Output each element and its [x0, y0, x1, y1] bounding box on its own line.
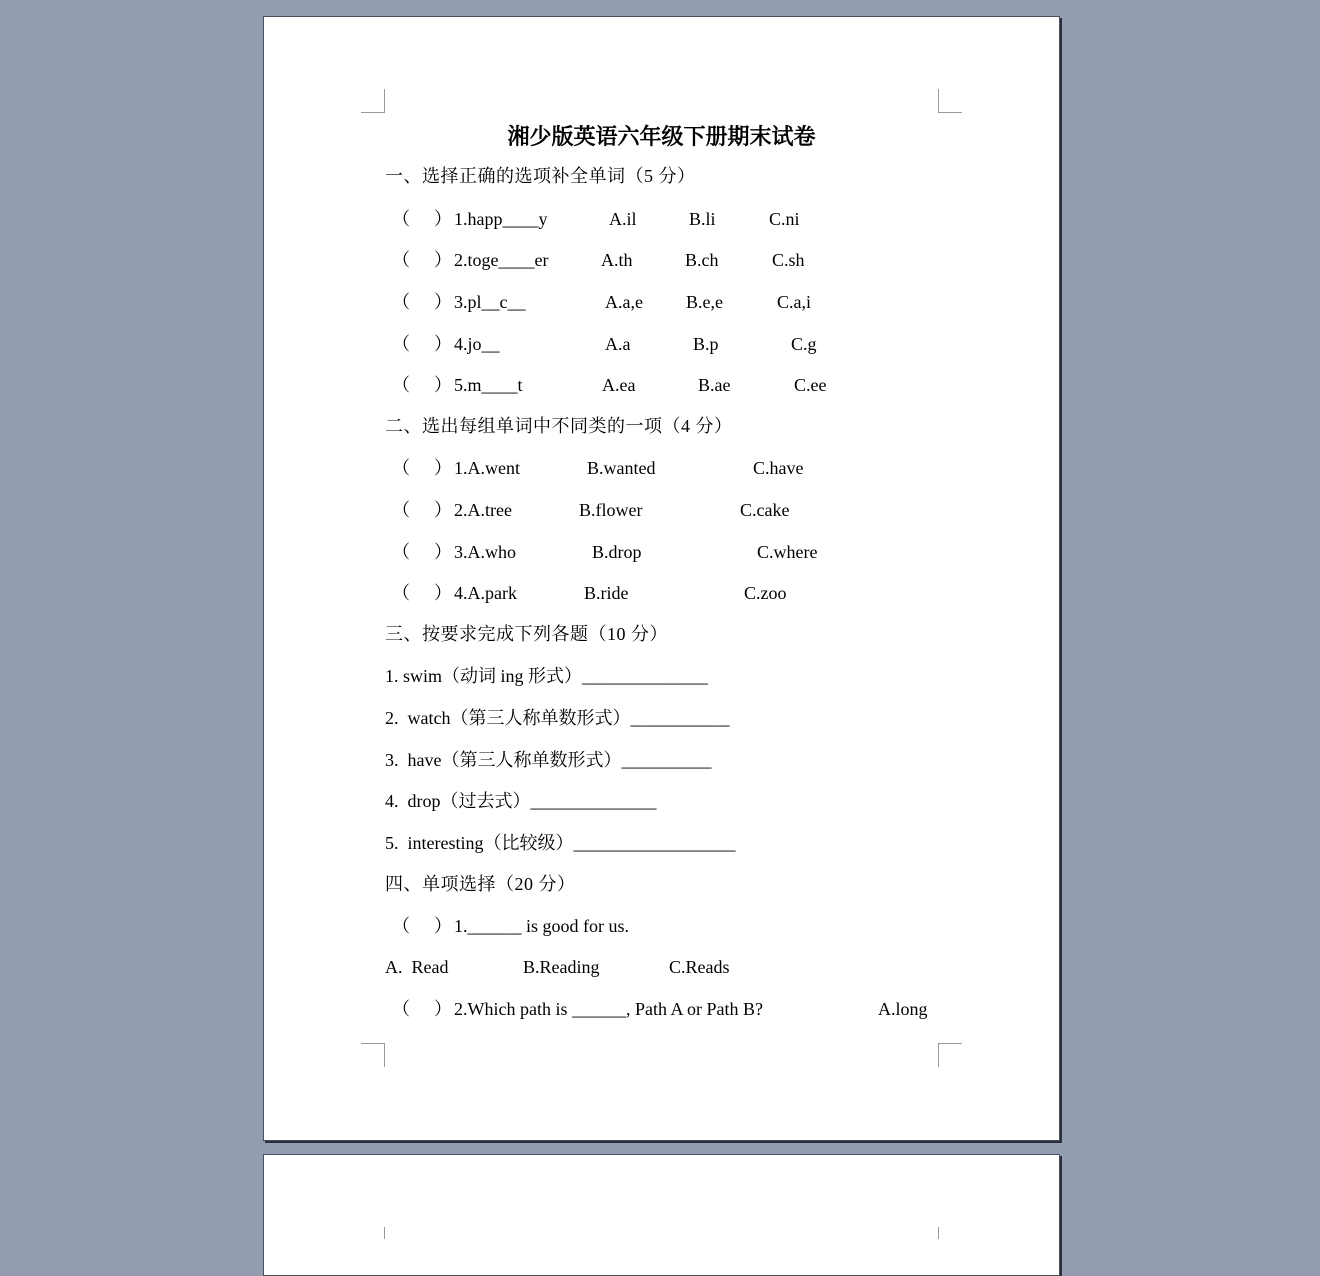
option-b: B.Reading — [523, 957, 600, 977]
question-text: 4.jo__ — [454, 334, 500, 354]
question-text: 3.pl__c__ — [454, 292, 526, 312]
question-text: 2.A.tree — [454, 500, 512, 520]
option-b: B.ride — [584, 583, 629, 603]
question-text: 2.Which path is ______, Path A or Path B? — [454, 999, 763, 1019]
section-heading: 二、选出每组单词中不同类的一项（4 分） — [385, 416, 733, 436]
option-c: C.g — [791, 334, 817, 354]
fill-in-item: 1. swim（动词 ing 形式）______________ — [385, 666, 709, 686]
option-a: A.a,e — [605, 292, 643, 312]
option-b: B.ch — [685, 250, 719, 270]
margin-corner-top-right — [938, 1227, 939, 1239]
fill-in-item: 2. watch（第三人称单数形式）___________ — [385, 708, 730, 728]
answer-bracket-close: ） — [434, 999, 452, 1019]
margin-corner-top-right — [938, 89, 962, 113]
option-a: A.ea — [602, 375, 636, 395]
answer-bracket-open: （ — [392, 250, 410, 270]
option-c: C.where — [757, 542, 818, 562]
answer-bracket-open: （ — [392, 375, 410, 395]
margin-corner-bottom-left — [361, 1043, 385, 1067]
answer-bracket-close: ） — [434, 500, 452, 520]
question-text: 2.toge____er — [454, 250, 549, 270]
option-a: A. Read — [385, 957, 449, 977]
option-c: C.have — [753, 458, 804, 478]
margin-corner-bottom-right — [938, 1043, 962, 1067]
option-b: B.li — [689, 209, 716, 229]
question-text: 1.______ is good for us. — [454, 916, 629, 936]
option-b: B.wanted — [587, 458, 656, 478]
answer-bracket-close: ） — [434, 458, 452, 478]
section-heading: 一、选择正确的选项补全单词（5 分） — [385, 166, 696, 186]
option-b: B.p — [693, 334, 719, 354]
option-c: C.cake — [740, 500, 790, 520]
fill-in-item: 3. have（第三人称单数形式）__________ — [385, 750, 712, 770]
question-text: 5.m____t — [454, 375, 523, 395]
margin-corner-top-left — [384, 1227, 385, 1239]
option-b: B.flower — [579, 500, 643, 520]
answer-bracket-close: ） — [434, 334, 452, 354]
option-c: C.ni — [769, 209, 800, 229]
option-c: C.a,i — [777, 292, 811, 312]
answer-bracket-close: ） — [434, 542, 452, 562]
option-c: C.zoo — [744, 583, 787, 603]
section-heading: 四、单项选择（20 分） — [385, 874, 576, 894]
fill-in-item: 5. interesting（比较级）__________________ — [385, 833, 736, 853]
question-text: 1.A.went — [454, 458, 520, 478]
question-text: 3.A.who — [454, 542, 516, 562]
option-b: B.drop — [592, 542, 642, 562]
answer-bracket-close: ） — [434, 209, 452, 229]
answer-bracket-close: ） — [434, 583, 452, 603]
answer-bracket-open: （ — [392, 292, 410, 312]
answer-bracket-close: ） — [434, 292, 452, 312]
answer-bracket-close: ） — [434, 375, 452, 395]
document-page-1 — [263, 16, 1060, 1141]
document-page-2 — [263, 1154, 1060, 1276]
answer-bracket-open: （ — [392, 583, 410, 603]
margin-corner-top-left — [361, 89, 385, 113]
option-b: B.e,e — [686, 292, 723, 312]
fill-in-item: 4. drop（过去式）______________ — [385, 791, 657, 811]
option-a: A.th — [601, 250, 633, 270]
option-b: B.ae — [698, 375, 731, 395]
document-title: 湘少版英语六年级下册期末试卷 — [507, 124, 816, 149]
option-a: A.long — [878, 999, 928, 1019]
answer-bracket-open: （ — [392, 334, 410, 354]
question-text: 4.A.park — [454, 583, 517, 603]
answer-bracket-open: （ — [392, 209, 410, 229]
option-c: C.sh — [772, 250, 805, 270]
answer-bracket-open: （ — [392, 500, 410, 520]
option-c: C.Reads — [669, 957, 730, 977]
answer-bracket-open: （ — [392, 458, 410, 478]
answer-bracket-close: ） — [434, 250, 452, 270]
option-c: C.ee — [794, 375, 827, 395]
answer-bracket-open: （ — [392, 916, 410, 936]
answer-bracket-open: （ — [392, 542, 410, 562]
answer-bracket-open: （ — [392, 999, 410, 1019]
question-text: 1.happ____y — [454, 209, 548, 229]
option-a: A.a — [605, 334, 631, 354]
answer-bracket-close: ） — [434, 916, 452, 936]
section-heading: 三、按要求完成下列各题（10 分） — [385, 624, 668, 644]
option-a: A.il — [609, 209, 637, 229]
